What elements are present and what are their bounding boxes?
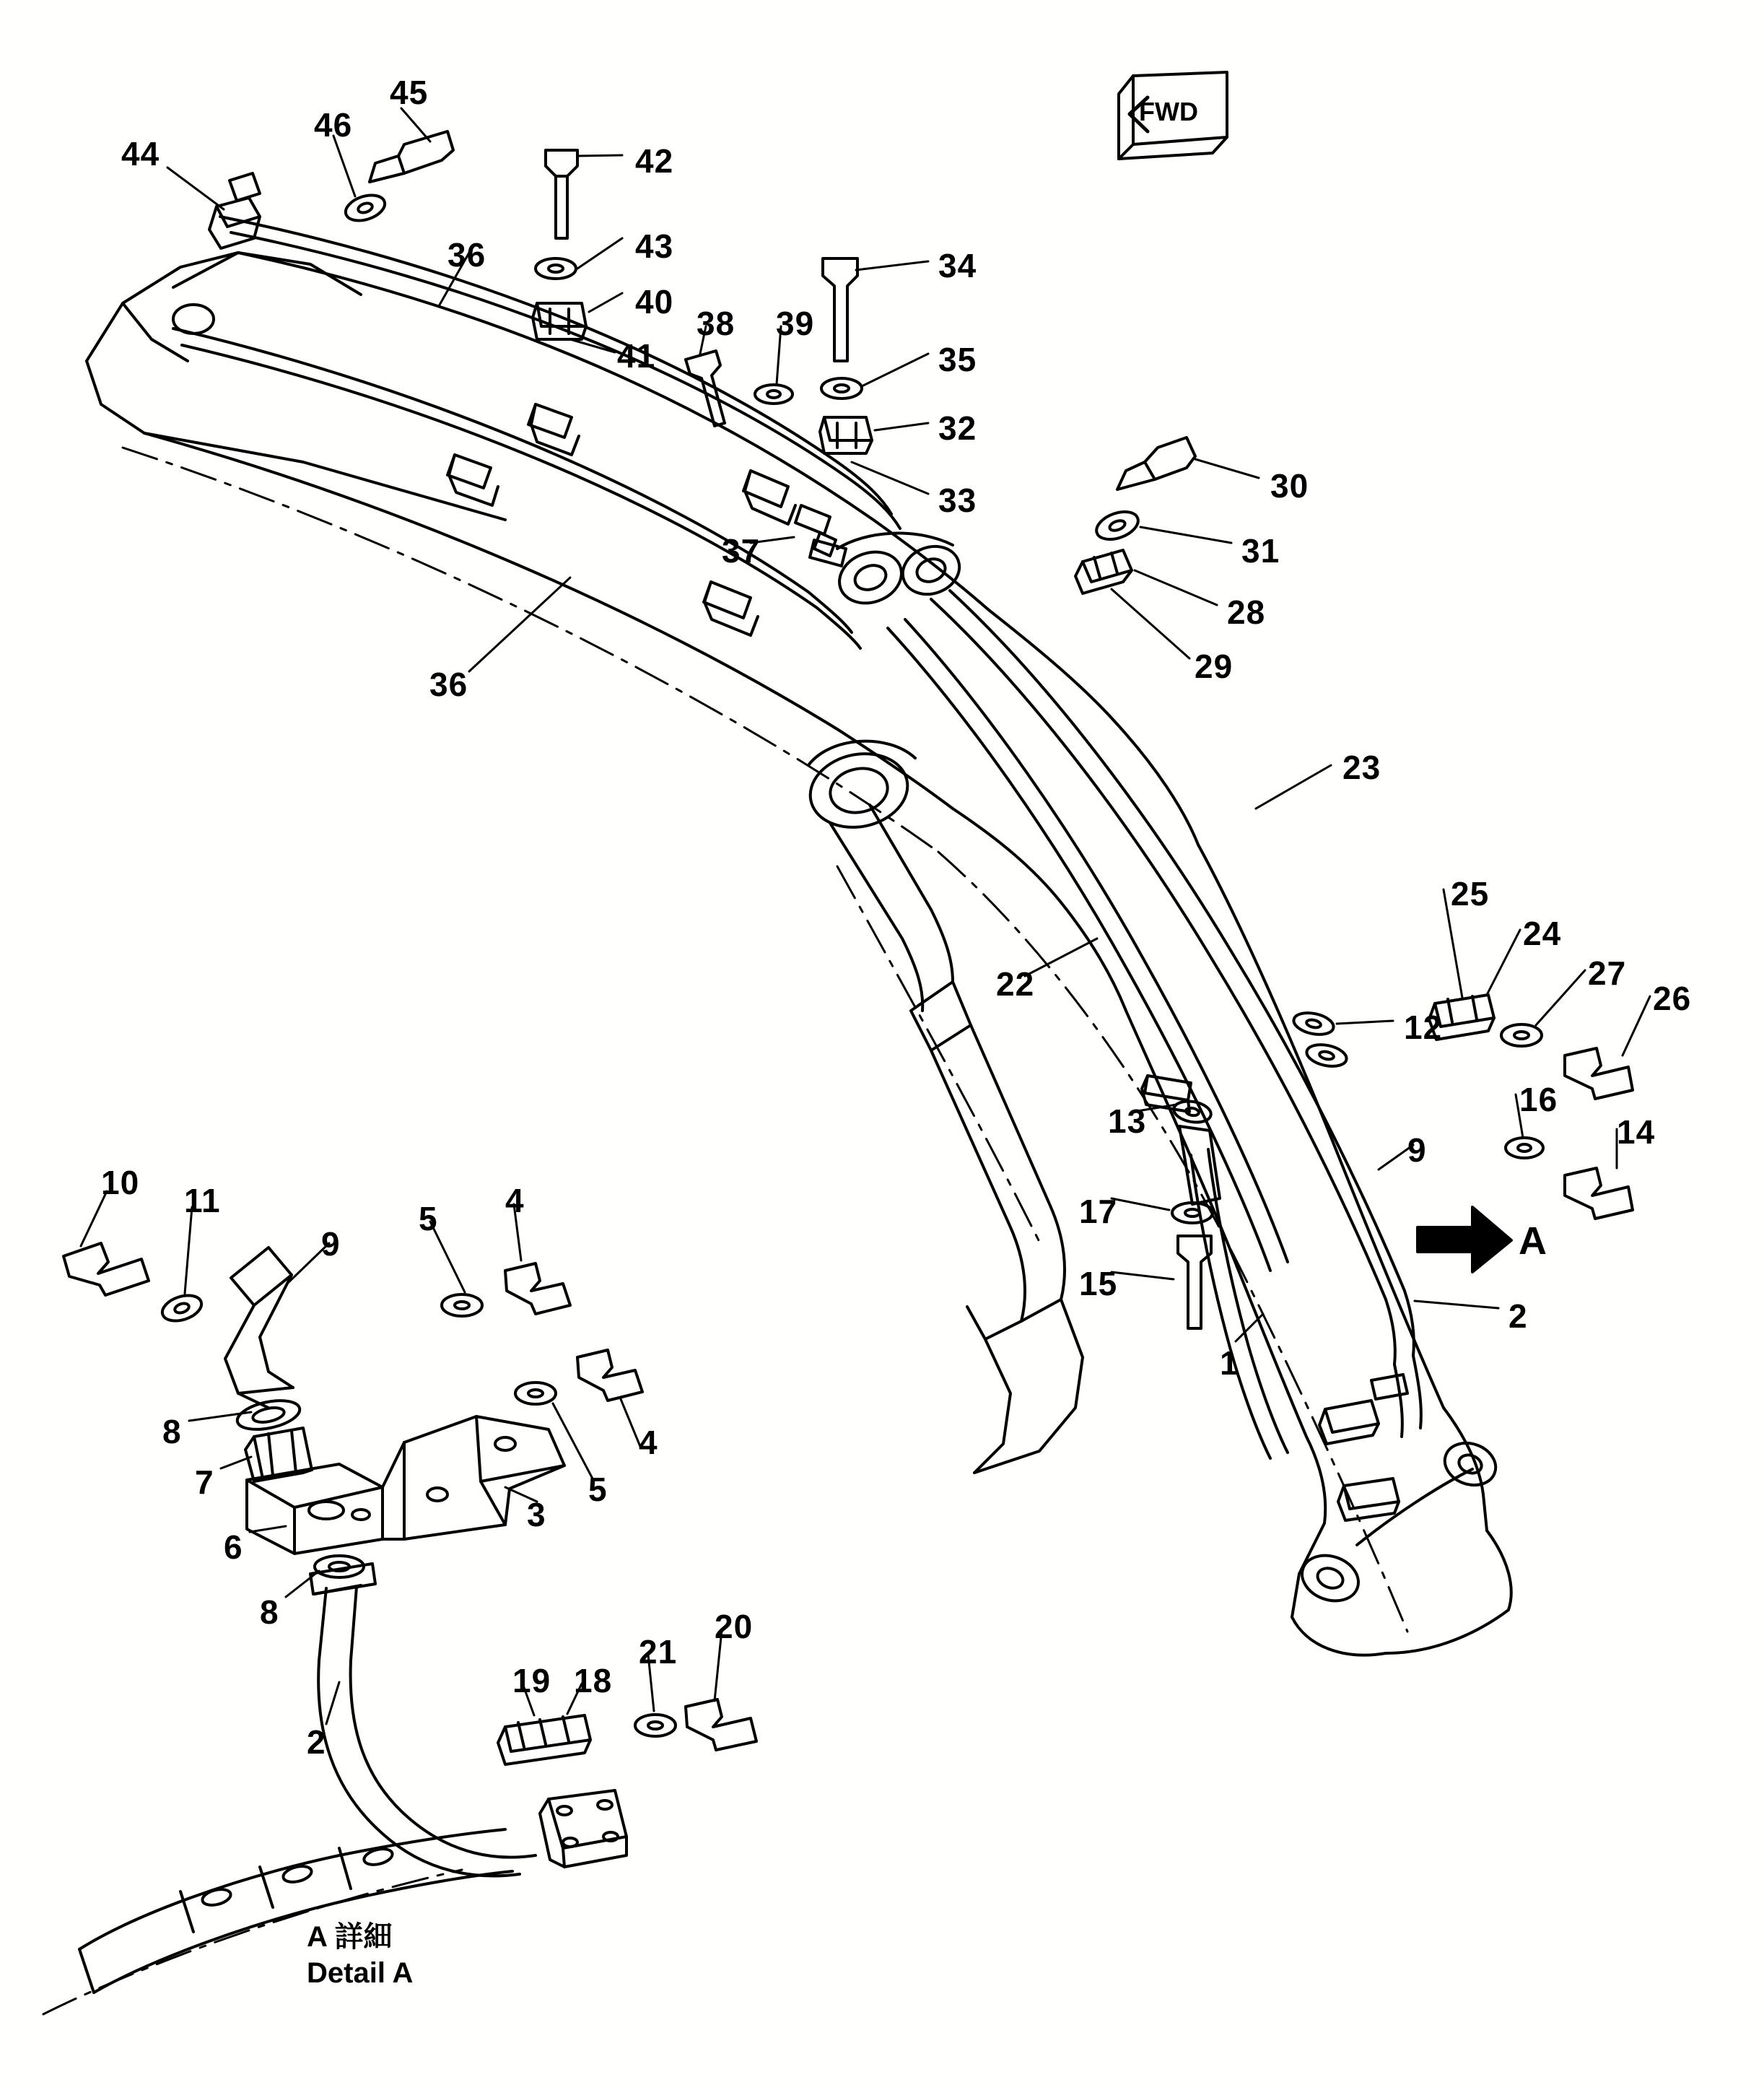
fastener-group-top: [533, 150, 872, 570]
callout-2-detail: 2: [307, 1723, 326, 1761]
callout-43: 43: [635, 227, 674, 265]
callout-25: 25: [1451, 875, 1490, 913]
callout-33: 33: [938, 482, 977, 519]
callout-1: 1: [1220, 1344, 1239, 1382]
detail-caption-japanese: A 詳細: [307, 1921, 393, 1953]
callout-9-detail: 9: [321, 1225, 341, 1263]
fastener-group-45-46: [342, 131, 453, 225]
callout-28: 28: [1227, 593, 1266, 631]
callout-32: 32: [938, 409, 977, 447]
callout-4-lower: 4: [639, 1424, 658, 1461]
callout-11: 11: [184, 1182, 221, 1219]
callout-21: 21: [639, 1633, 678, 1671]
callout-44: 44: [121, 135, 160, 173]
callout-30: 30: [1270, 467, 1309, 505]
callout-7: 7: [195, 1463, 214, 1501]
callout-40: 40: [635, 283, 674, 321]
callout-29: 29: [1195, 648, 1234, 685]
fwd-label: FWD: [1139, 97, 1198, 126]
callout-10: 10: [101, 1164, 140, 1201]
boom-cylinder: [830, 805, 1083, 1473]
section-arrow-letter: A: [1519, 1219, 1547, 1263]
callout-24: 24: [1523, 915, 1562, 952]
callout-12: 12: [1404, 1009, 1443, 1046]
callout-14: 14: [1617, 1113, 1656, 1151]
callout-8-upper: 8: [162, 1413, 182, 1450]
callout-36-upper: 36: [447, 236, 486, 274]
callout-20: 20: [715, 1608, 754, 1645]
callout-15: 15: [1079, 1265, 1118, 1302]
callout-22: 22: [996, 965, 1035, 1003]
callout-2-right: 2: [1508, 1297, 1528, 1335]
callout-6: 6: [224, 1528, 243, 1566]
callout-27: 27: [1588, 954, 1627, 992]
hydraulic-pipe-lines: [173, 217, 1421, 1461]
fastener-group-right: [1142, 995, 1633, 1520]
callout-41: 41: [617, 337, 656, 375]
callout-8-lower: 8: [260, 1593, 279, 1631]
callout-18: 18: [574, 1662, 613, 1699]
callout-9-right: 9: [1407, 1131, 1427, 1169]
leader-lines: [81, 108, 1650, 1724]
detail-caption-english: Detail A: [307, 1957, 414, 1989]
callout-3: 3: [527, 1496, 546, 1533]
callout-26: 26: [1653, 980, 1692, 1017]
callout-42: 42: [635, 142, 674, 180]
callout-23: 23: [1342, 749, 1381, 786]
callout-4-upper: 4: [505, 1182, 525, 1219]
callout-34: 34: [938, 247, 977, 284]
callout-5-lower: 5: [588, 1471, 608, 1508]
callout-19: 19: [512, 1662, 551, 1699]
callout-45: 45: [390, 74, 429, 111]
callout-39: 39: [776, 305, 815, 342]
callout-37: 37: [722, 532, 761, 570]
boom-structure: [87, 253, 1511, 1655]
callout-46: 46: [314, 106, 353, 144]
callout-5-upper: 5: [419, 1200, 438, 1237]
callout-31: 31: [1241, 532, 1280, 570]
detail-a-assembly: [64, 1243, 756, 1993]
callout-17: 17: [1079, 1193, 1118, 1230]
callout-13: 13: [1108, 1102, 1147, 1140]
callout-35: 35: [938, 341, 977, 378]
callout-36-lower: 36: [429, 666, 468, 703]
callout-16: 16: [1519, 1081, 1558, 1118]
callout-38: 38: [697, 305, 735, 342]
